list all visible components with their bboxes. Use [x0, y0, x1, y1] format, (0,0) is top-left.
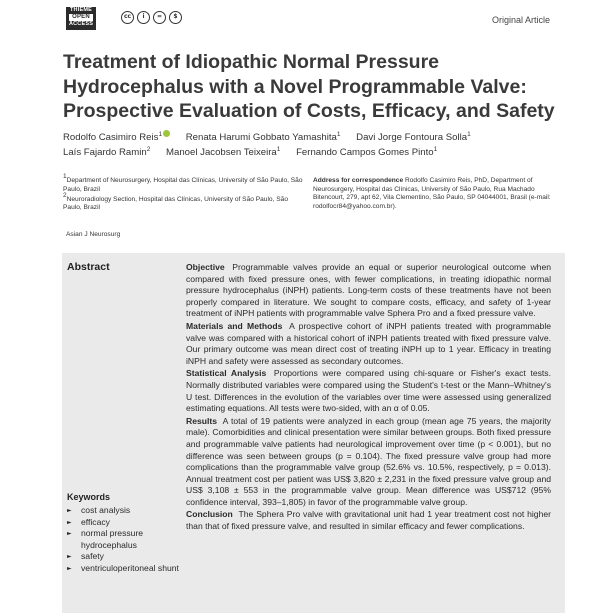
orcid-icon[interactable] [163, 130, 170, 137]
logo-line: THIEME [70, 7, 92, 13]
keyword-item: ► cost analysis [67, 505, 179, 517]
abstract-section [186, 368, 551, 414]
author-name: Fernando Campos Gomes Pinto [296, 147, 434, 158]
keyword-item: ► ventriculoperitoneal shunt [67, 563, 179, 575]
author-affiliation-sup: 1 [433, 146, 438, 153]
author [63, 147, 150, 158]
abstract-section [186, 509, 551, 532]
keyword-item: ► normal pressure hydrocephalus [67, 528, 179, 551]
abstract-section-label: Statistical Analysis [186, 368, 267, 379]
abstract-section [186, 416, 551, 509]
correspondence-label: Address for correspondence [313, 177, 404, 184]
abstract-section-text: Proportions were compared using chi-square or Fisher's exact tests. Normally distributed variables were compared using the Student's t-test or the Mann–Whitney's U test. Differences in the evolution of the variables over time were assessed using generalized estimating equations. All tests were two-sided, with an α of 0.05. [186, 368, 551, 414]
author-name: Davi Jorge Fontoura Solla [356, 132, 468, 143]
author [356, 132, 471, 143]
author-name: Rodolfo Casimiro Reis [63, 132, 159, 143]
author-affiliation-sup: 2 [146, 146, 151, 153]
keyword-item: ► efficacy [67, 517, 179, 529]
author-affiliation-sup: 1 [336, 131, 341, 138]
nd-icon: = [153, 11, 166, 24]
author [166, 147, 280, 158]
keywords-list [67, 505, 179, 575]
affiliation-number: 1 [63, 173, 67, 180]
author-name: Laís Fajardo Ramin [63, 147, 147, 158]
author-affiliation-sup: 1 [158, 131, 163, 138]
abstract-section-text: A prospective cohort of iNPH patients treated with programmable valve was compared with a historical cohort of iNPH patients treated with fixed pressure valve. Our primary outcome was mean direct cost of treating iNPH up to 1 year. Efficacy in treating iNPH and safety were assessed as secondary outcomes. [186, 320, 552, 366]
abstract-section-text: Programmable valves provide an equal or superior neurological outcome when compared with fixed pressure ones, with fewer complications, in treating idiopathic normal pressure hydrocephalus (iNPH) patients. Long-term costs of these treatments have not been properly compared in literature. We sought to compare costs, efficacy, and safety of 1-year treatment of iNPH patients with programmable valve Sphera Pro and a fixed pressure valve. [186, 262, 551, 319]
affiliation [63, 191, 303, 213]
author [63, 132, 170, 143]
abstract-heading: Abstract [67, 261, 110, 273]
abstract-section-label: Results [186, 415, 218, 426]
author-name: Manoel Jacobsen Teixeira [166, 147, 277, 158]
author-affiliation-sup: 1 [467, 131, 471, 138]
article-type: Original Article [491, 15, 550, 25]
abstract-section-label: Conclusion [186, 509, 233, 520]
nc-icon: $ [169, 11, 182, 24]
thieme-open-access-logo [66, 7, 96, 30]
correspondence [313, 177, 558, 211]
author [296, 147, 437, 158]
affiliation-number: 2 [63, 191, 67, 199]
logo-line: OPEN [69, 14, 93, 21]
abstract-section [186, 321, 551, 367]
keywords-heading: Keywords [67, 492, 111, 502]
paper-title: Treatment of Idiopathic Normal Pressure Hydrocephalus with a Novel Programmable Valve: Prospective Evaluation of Costs, Efficacy, and Safety [63, 51, 555, 122]
by-icon: i [137, 11, 150, 24]
logo-line: ACCESS [68, 21, 94, 27]
journal-name: Asian J Neurosurg [66, 231, 121, 238]
affiliation [63, 173, 303, 194]
abstract-section-label: Objective [186, 262, 225, 272]
keyword-item: ► safety [67, 551, 179, 563]
abstract-section-text: The Sphera Pro valve with gravitational unit had 1 year treatment cost not higher than that of fixed pressure valve, and resulted in similar efficacy and fewer complications. [186, 509, 552, 532]
abstract-body [186, 262, 551, 534]
correspondence-text: Rodolfo Casimiro Reis, PhD, Department of Neurosurgery, Hospital das Clínicas, University of São Paulo, Rua Machado Bitencourt, 279, apt 62, Vila Clementino, São Paulo, SP 04044001, Brasil (e-mail: rodolfocr84@yahoo.com.br). [313, 177, 551, 210]
abstract-section [186, 262, 551, 320]
affiliation-text: Department of Neurosurgery, Hospital das Clínicas, University of São Paulo, São Paulo, Brazil [63, 177, 303, 193]
affiliation-text: Neuroradiology Section, Hospital das Clínicas, University of São Paulo, São Paulo, Brazil [63, 195, 288, 212]
affiliations [63, 173, 303, 214]
abstract-section-text: A total of 19 patients were analyzed in each group (mean age 75 years, the majority male). Comorbidities and clinical presentation were similar between groups. Both fixed pressure and programmable valve patients had neurological improvement over time (p < 0.001), but no difference was seen between groups (p = 0.104). The fixed pressure valve group had more complications than the programmable valve group (52.6% vs. 10.5%, respectively, p = 0.013). Annual treatment cost per patient was US$ 3,820 ± 2,231 in the fixed pressure valve group and US$ 3,108 ± 553 in the programmable valve group. Mean difference was US$712 (95% confidence interval, 393–1,805) in favor of the programmable valve group. [186, 415, 551, 507]
author-list [63, 130, 583, 160]
author-name: Renata Harumi Gobbato Yamashita [185, 132, 337, 143]
abstract-section-label: Materials and Methods [186, 320, 283, 331]
author [186, 132, 341, 143]
license-icons [121, 11, 182, 24]
cc-icon: cc [121, 11, 134, 24]
author-affiliation-sup: 1 [276, 146, 281, 153]
